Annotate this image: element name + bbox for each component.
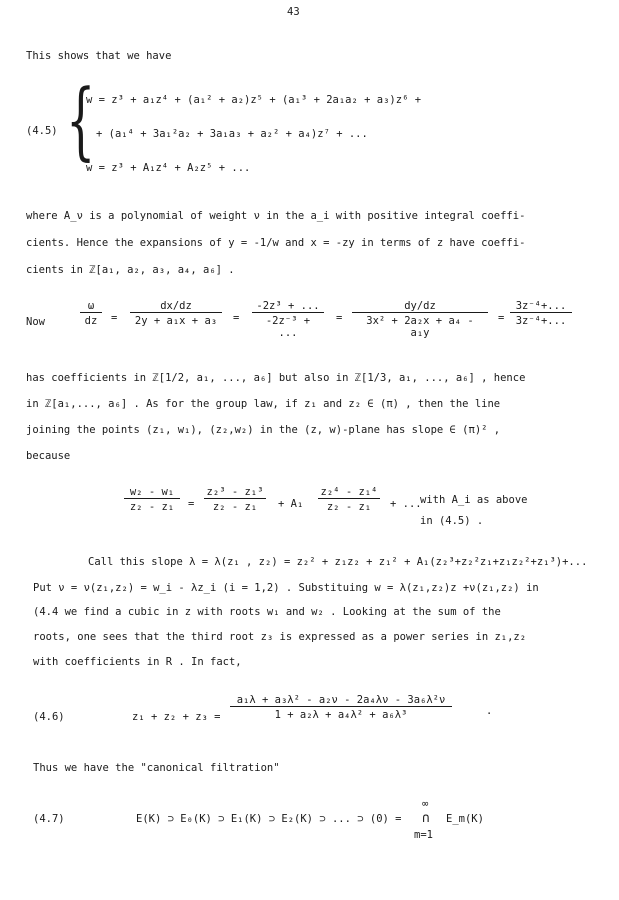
now-frac-ratio: [510, 300, 572, 327]
para3-line1: Call this slope λ = λ(z₁ , z₂) = z₂² + z₁z₂ + z₁² + A₁(z₂³+z₂²z₁+z₁z₂²+z₁³)+...: [88, 556, 588, 568]
now-eq1: =: [111, 312, 118, 324]
para1-line1: where A_ν is a polynomial of weight ν in the a_i with positive integral coeffi-: [26, 210, 526, 222]
eq46-end: .: [486, 705, 493, 717]
now-f1-den: dz: [80, 312, 102, 327]
now-f5-num: 3z⁻⁴+...: [515, 300, 567, 312]
eq47-tail: E_m(K): [446, 813, 484, 825]
para3-line4: roots, one sees that the third root z₃ is expressed as a power series in z₁,z₂: [33, 631, 527, 643]
eq47-cap: ∩: [422, 811, 430, 826]
now-eq2: =: [233, 312, 240, 324]
para1-line3: cients in ℤ[a₁, a₂, a₃, a₄, a₆] .: [26, 264, 235, 276]
slope-note2: in (4.5) .: [420, 515, 484, 527]
para3-line2: Put ν = ν(z₁,z₂) = w_i - λz_i (i = 1,2) . Substituing w = λ(z₁,z₂)z +ν(z₁,z₂) in: [33, 582, 539, 594]
intro-line: This shows that we have: [26, 50, 172, 62]
now-f3-num: -2z³ + ...: [256, 300, 320, 312]
para2-line2: in ℤ[a₁,..., a₆] . As for the group law, if z₁ and z₂ ∈ (π) , then the line: [26, 398, 501, 410]
slope-frac-cube: [204, 486, 266, 513]
now-f1-num: ω: [87, 300, 95, 312]
now-f2-den: 2y + a₁x + a₃: [130, 312, 222, 327]
para2-line1: has coefficients in ℤ[1/2, a₁, ..., a₆] but also in ℤ[1/3, a₁, ..., a₆] , hence: [26, 372, 526, 384]
now-frac-dxdz: [130, 300, 222, 327]
slope-note1: with A_i as above: [420, 494, 528, 506]
now-f4-den: 3x² + 2a₂x + a₄ - a₁y: [352, 312, 488, 339]
slope-eq-sign: =: [188, 498, 195, 510]
eq46-fraction: [230, 694, 452, 721]
now-f2-num: dx/dz: [160, 300, 192, 312]
now-eq3: =: [336, 312, 343, 324]
eq46-den: 1 + a₂λ + a₄λ² + a₆λ³: [230, 706, 452, 721]
eq47-cap-bot: m=1: [414, 829, 433, 841]
para4-line: Thus we have the "canonical filtration": [33, 762, 280, 774]
slope-f1-num: w₂ - w₁: [129, 486, 175, 498]
para3-line5: with coefficients in R . In fact,: [33, 656, 242, 668]
para2-line4: because: [26, 450, 71, 462]
now-eq4: =: [498, 312, 505, 324]
para3-line3: (4.4 we find a cubic in z with roots w₁ and w₂ . Looking at the sum of the: [33, 606, 501, 618]
eq46-num: a₁λ + a₃λ² - a₂ν - 2a₄λν - 3a₆λ²ν: [236, 694, 446, 706]
slope-f3-num: z₂⁴ - z₁⁴: [320, 486, 378, 498]
para2-line3: joining the points (z₁, w₁), (z₂,w₂) in the (z, w)-plane has slope ∈ (π)² ,: [26, 424, 501, 436]
eq47-body: E(K) ⊃ E₀(K) ⊃ E₁(K) ⊃ E₂(K) ⊃ ... ⊃ (0) =: [136, 813, 402, 825]
eq45-line3: w = z³ + A₁z⁴ + A₂z⁵ + ...: [86, 162, 251, 174]
slope-f2-den: z₂ - z₁: [204, 498, 266, 513]
eq45-label: (4.5): [26, 125, 58, 137]
slope-frac-w: [124, 486, 180, 513]
now-frac-series: [252, 300, 324, 339]
slope-tail: + ...: [390, 498, 422, 510]
now-label: Now: [26, 316, 45, 328]
now-frac-dydz: [352, 300, 488, 339]
slope-A1: + A₁: [278, 498, 304, 510]
eq47-cap-top: ∞: [422, 798, 429, 810]
para1-line2: cients. Hence the expansions of y = -1/w and x = -zy in terms of z have coeffi-: [26, 237, 526, 249]
now-frac-omega: [80, 300, 102, 327]
eq45-line1: w = z³ + a₁z⁴ + (a₁² + a₂)z⁵ + (a₁³ + 2a₁a₂ + a₃)z⁶ +: [86, 94, 422, 106]
slope-f2-num: z₂³ - z₁³: [206, 486, 264, 498]
eq47-label: (4.7): [33, 813, 65, 825]
slope-f3-den: z₂ - z₁: [318, 498, 380, 513]
slope-frac-quartic: [318, 486, 380, 513]
eq46-label: (4.6): [33, 711, 65, 723]
eq45-line2: + (a₁⁴ + 3a₁²a₂ + 3a₁a₃ + a₂² + a₄)z⁷ + ...: [96, 128, 368, 140]
now-f5-den: 3z⁻⁴+...: [510, 312, 572, 327]
now-f3-den: -2z⁻³ + ...: [252, 312, 324, 339]
eq45-brace: {: [66, 71, 96, 169]
slope-f1-den: z₂ - z₁: [124, 498, 180, 513]
eq46-lhs: z₁ + z₂ + z₃ =: [132, 711, 221, 723]
now-f4-num: dy/dz: [404, 300, 436, 312]
page-number: 43: [287, 6, 300, 18]
